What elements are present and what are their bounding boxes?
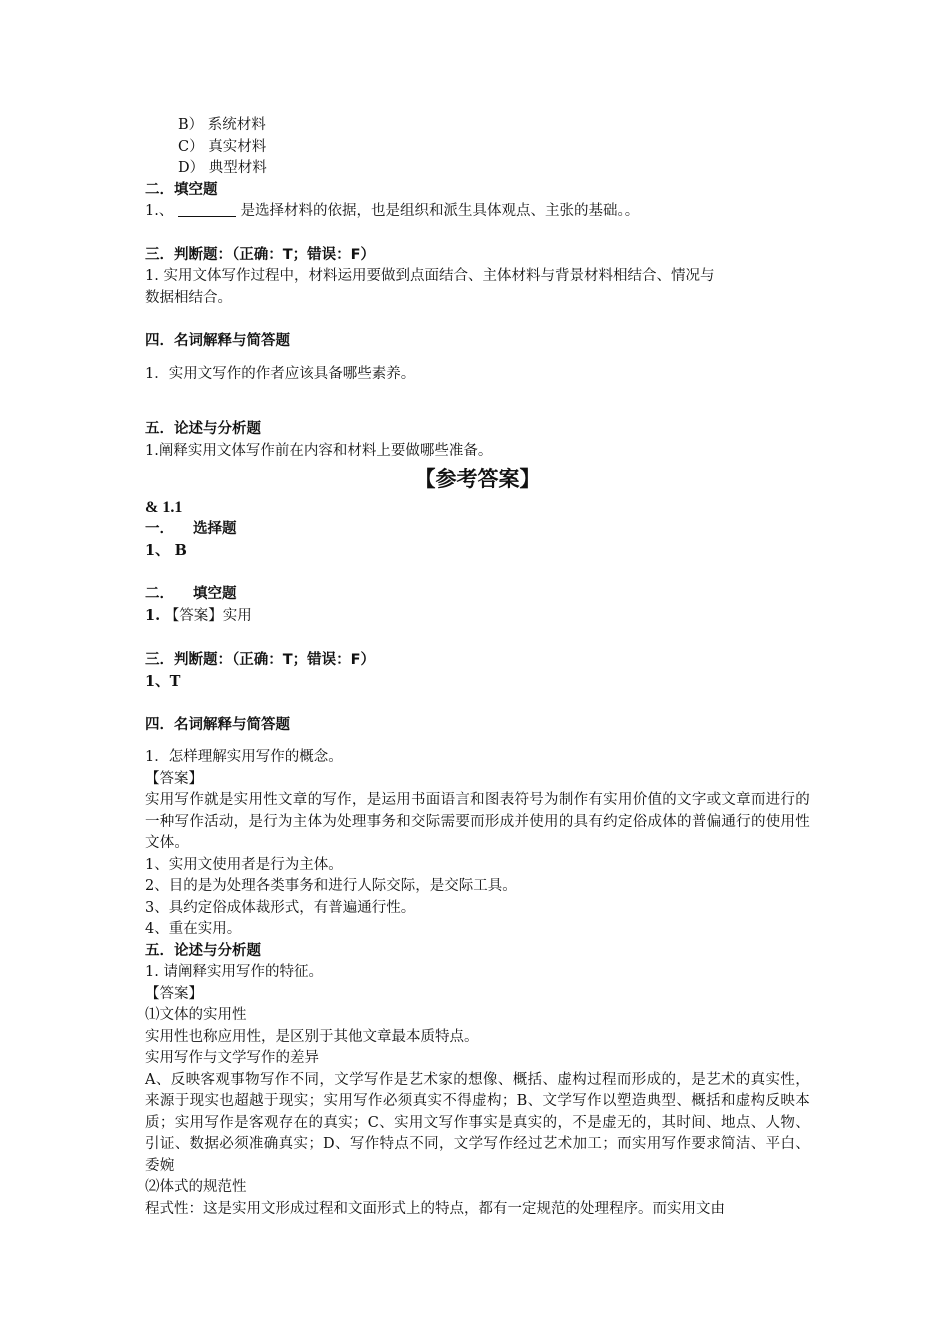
answer-label: 【答案】 [145, 985, 203, 1002]
section-essay-title: 五．论述与分析题 [145, 421, 261, 437]
short-answer-question: 1．怎样理解实用写作的概念。 [145, 749, 343, 765]
section-fill-blank-title: 二．填空题 [145, 181, 218, 198]
option-b [145, 115, 810, 137]
essay-question: 1.阐释实用文体写作前在内容和材料上要做哪些准备。 [145, 442, 493, 459]
option-text: 典型材料 [208, 160, 267, 176]
option-text: 系统材料 [207, 117, 266, 133]
answer-section-short-answer-title: 四．名词解释与简答题 [145, 716, 290, 733]
true-false-answer: 1、T [145, 673, 181, 690]
option-d [145, 158, 810, 180]
short-answer-point: 1、实用文使用者是行为主体。 [145, 856, 343, 873]
chapter-label: & 1.1 [145, 499, 183, 516]
section-number: 二． [145, 585, 174, 602]
essay-item-heading: ⑵体式的规范性 [145, 1179, 247, 1195]
choice-answer: 1、 B [145, 542, 187, 559]
short-answer-point: 3、具约定俗成体裁形式，有普遍通行性。 [145, 899, 416, 916]
document-page [145, 115, 810, 1220]
answer-number: 1. [145, 607, 161, 624]
essay-item-heading: ⑴文体的实用性 [145, 1007, 247, 1023]
true-false-question-line1: 1. 实用文体写作过程中，材料运用要做到点面结合、主体材料与背景材料相结合、情况与 [145, 268, 715, 284]
answer-blank [178, 201, 236, 217]
essay-comparison-paragraph: A、反映客观事物写作不同，文学写作是艺术家的想像、概括、虚构过程而形成的，是艺术的真实性，来源于现实也超越于现实；实用写作必须真实不得虚构；B、文学写作以塑造典型、概括和虚构反映本质；实用写作是客观存在的真实；C、实用文写作事实是真实的，不是虚无的，其时间、地点、人物、引证、数据必须准确真实；D、写作特点不同，文学写作经过艺术加工；而实用写作要求简洁、平白、委婉 [145, 1071, 810, 1174]
section-name: 填空题 [193, 585, 237, 602]
essay-item-subheading: 实用写作与文学写作的差异 [145, 1050, 319, 1066]
essay-item-description: 实用性也称应用性，是区别于其他文章最本质特点。 [145, 1028, 479, 1045]
section-true-false-title: 三．判断题：（正确：T；错误：F） [145, 246, 376, 263]
fill-blank-answer [145, 605, 810, 628]
short-answer-paragraph: 实用写作就是实用性文章的写作，是运用书面语言和图表符号为制作有实用价值的文字或文章而进行的一种写作活动，是行为主体为处理事务和交际需要而形成并使用的具有约定俗成体的普偏通行的使用性文体。 [145, 792, 810, 851]
option-label: D） [178, 160, 205, 176]
short-answer-point: 2、目的是为处理各类事务和进行人际交际，是交际工具。 [145, 878, 517, 894]
question-text: 是选择材料的依据，也是组织和派生具体观点、主张的基础。。 [240, 203, 640, 219]
answer-label: 【答案】 [145, 770, 203, 787]
section-short-answer-title: 四．名词解释与简答题 [145, 333, 290, 349]
short-answer-point: 4、重在实用。 [145, 921, 242, 937]
essay-question: 1. 请阐释实用写作的特征。 [145, 964, 323, 980]
answer-section-true-false-title: 三．判断题：（正确：T；错误：F） [145, 651, 376, 668]
answer-section-essay-title: 五．论述与分析题 [145, 942, 261, 959]
fill-blank-question [145, 201, 810, 223]
short-answer-question: 1．实用文写作的作者应该具备哪些素养。 [145, 365, 416, 382]
answer-section-fill-blank-title [145, 584, 810, 606]
question-number: 1.、 [145, 203, 174, 219]
essay-item-description: 程式性：这是实用文形成过程和文面形式上的特点，都有一定规范的处理程序。而实用文由 [145, 1200, 725, 1217]
reference-answers-title: 【参考答案】 [414, 467, 541, 491]
true-false-question-line2: 数据相结合。 [145, 289, 232, 306]
option-label: C） [178, 138, 204, 155]
section-name: 选择题 [193, 520, 237, 537]
option-label: B） [178, 117, 204, 133]
answer-section-choice-title [145, 519, 810, 541]
option-c [145, 137, 810, 159]
answer-text: 【答案】实用 [164, 608, 252, 624]
section-number: 一． [145, 520, 174, 537]
option-text: 真实材料 [208, 138, 267, 155]
